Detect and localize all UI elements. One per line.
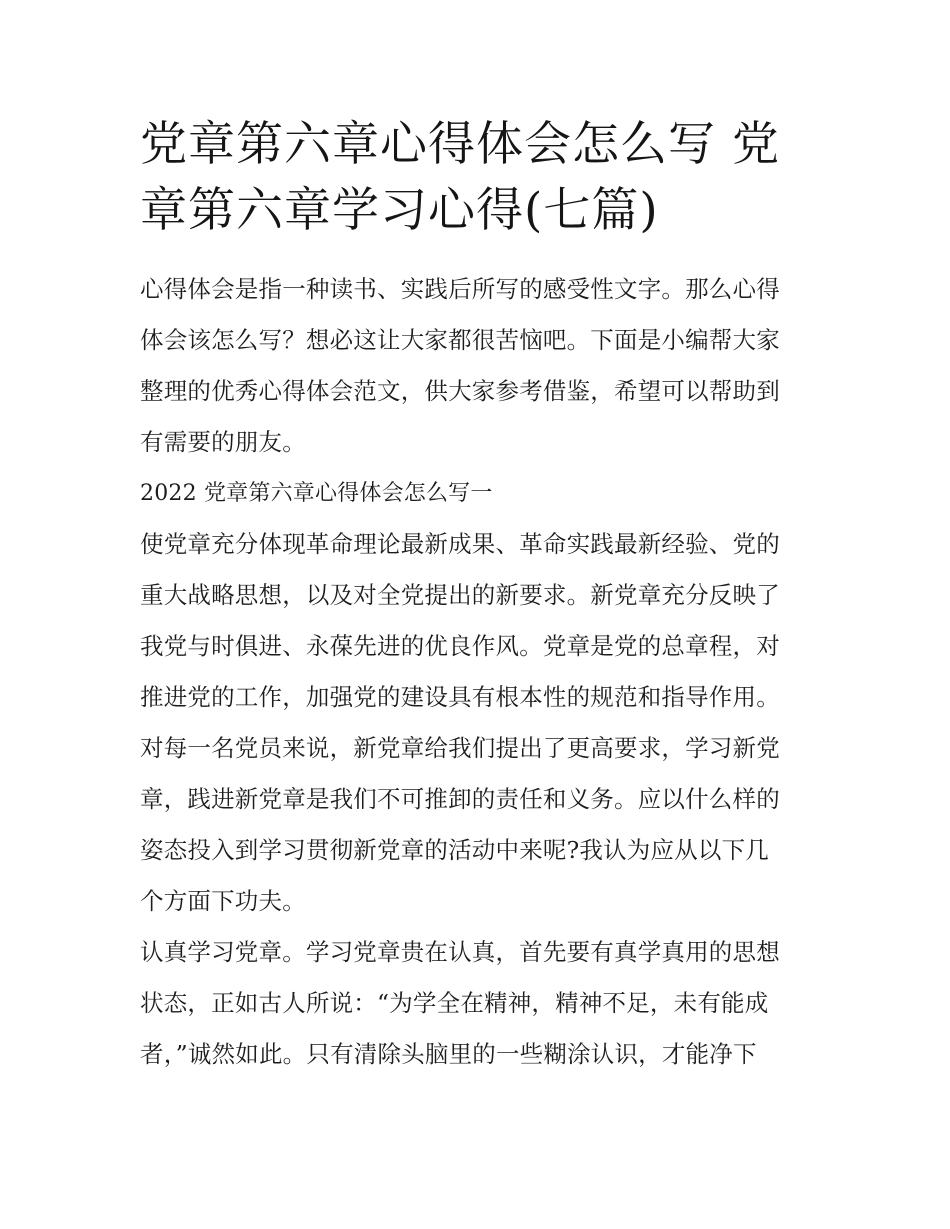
body-line: 状态，正如古人所说：“为学全在精神，精神不足，未有能成 — [140, 989, 769, 1017]
intro-line: 心得体会是指一种读书、实践后所写的感受性文字。那么心得 — [140, 275, 780, 303]
document-title — [140, 112, 812, 244]
body-line: 章，践进新党章是我们不可推卸的责任和义务。应以什么样的 — [140, 785, 780, 813]
body-line: 认真学习党章。学习党章贵在认真，首先要有真学真用的思想 — [140, 938, 780, 966]
body-paragraph-2 — [140, 927, 812, 1080]
intro-paragraph — [140, 264, 812, 468]
body-line: 对每一名党员来说，新党章给我们提出了更高要求，学习新党 — [140, 734, 780, 762]
section-heading-text: 2022 党章第六章心得体会怎么写一 — [140, 481, 493, 506]
title-line: 党章第六章心得体会怎么写 党 — [140, 117, 780, 172]
body-line: 使党章充分体现革命理论最新成果、革命实践最新经验、党的 — [140, 530, 780, 558]
body-line: 者，”诚然如此。只有清除头脑里的一些糊涂认识，才能净下 — [140, 1040, 757, 1068]
body-line: 我党与时俱进、永葆先进的优良作风。党章是党的总章程，对 — [140, 632, 780, 660]
intro-line: 有需要的朋友。 — [140, 428, 306, 456]
intro-line: 整理的优秀心得体会范文，供大家参考借鉴，希望可以帮助到 — [140, 377, 780, 405]
body-line: 姿态投入到学习贯彻新党章的活动中来呢?我认为应从以下几 — [140, 836, 769, 864]
body-line: 个方面下功夫。 — [140, 887, 306, 915]
document-content — [140, 112, 812, 1080]
body-paragraph-1 — [140, 519, 812, 927]
section-heading — [140, 468, 812, 519]
body-line: 重大战略思想，以及对全党提出的新要求。新党章充分反映了 — [140, 581, 780, 609]
title-line: 章第六章学习心得(七篇) — [140, 183, 659, 238]
body-line: 推进党的工作，加强党的建设具有根本性的规范和指导作用。 — [140, 683, 780, 711]
intro-line: 体会该怎么写？想必这让大家都很苦恼吧。下面是小编帮大家 — [140, 326, 780, 354]
